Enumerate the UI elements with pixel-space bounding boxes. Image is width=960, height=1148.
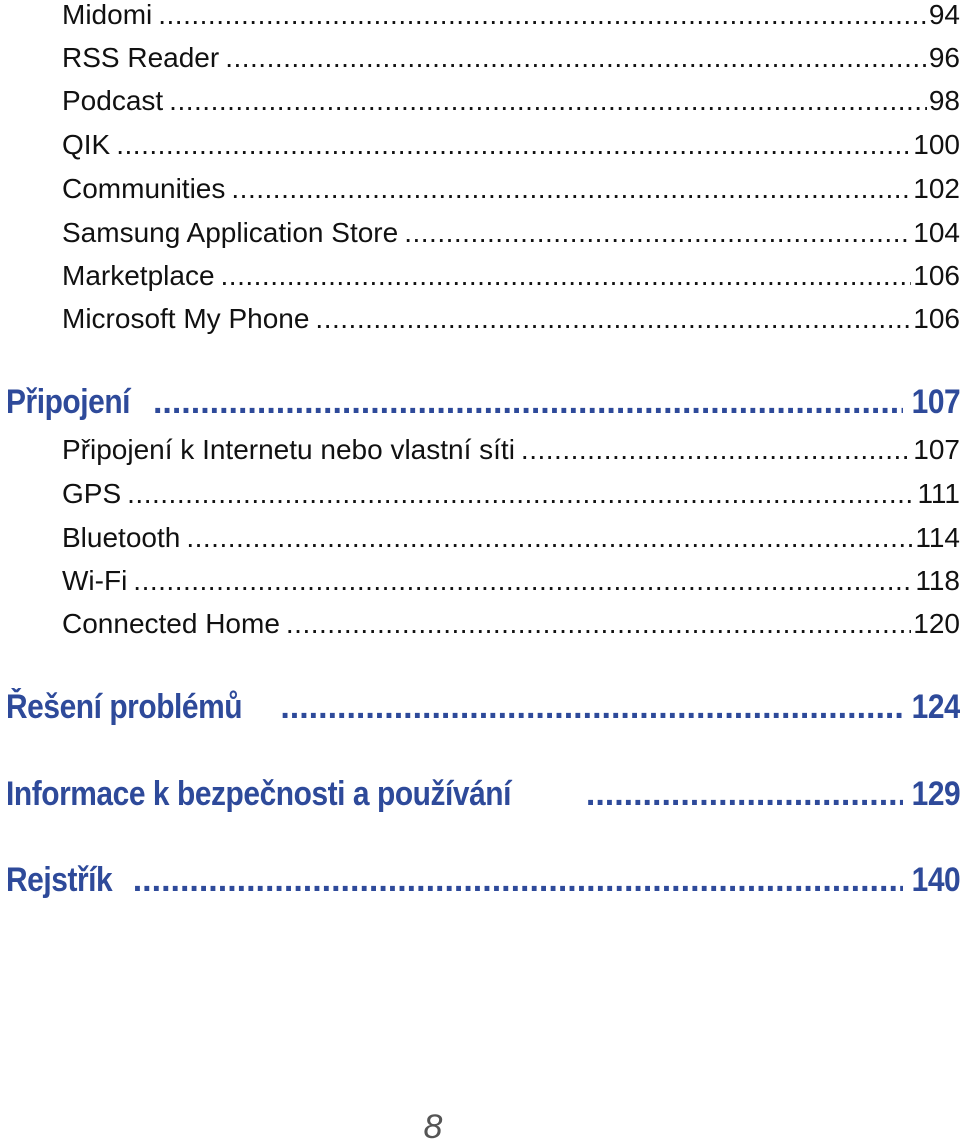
toc-entry-title: RSS Reader <box>62 42 220 73</box>
toc-entry-title: GPS <box>62 478 122 509</box>
toc-entry-wi-fi[interactable] <box>62 564 960 598</box>
toc-entry-marketplace[interactable] <box>62 259 960 293</box>
toc-entry-page: 114 <box>915 522 960 553</box>
toc-entry-page: 102 <box>913 173 960 204</box>
dot-leader <box>127 477 915 511</box>
toc-entry-title: Bluetooth <box>62 522 181 553</box>
toc-entry-page: 111 <box>917 478 960 509</box>
toc-entry-connected-home[interactable] <box>62 607 960 641</box>
toc-entry-title: Připojení k Internetu nebo vlastní síti <box>62 434 515 465</box>
toc-entry-page: 98 <box>928 85 960 116</box>
dot-leader <box>231 172 911 206</box>
toc-section-reseni-problemu[interactable] <box>6 685 960 729</box>
toc-entry-gps[interactable] <box>62 477 960 511</box>
toc-section-title: Rejstřík <box>6 861 113 899</box>
toc-entry-page: 100 <box>913 129 960 160</box>
toc-section-rejstrik[interactable] <box>6 858 960 902</box>
toc-entry-title: Podcast <box>62 85 164 116</box>
toc-entry-pripojeni-k-internetu[interactable] <box>62 433 960 467</box>
toc-entry-page: 107 <box>913 434 960 465</box>
toc-section-page: 140 <box>911 861 960 899</box>
toc-section-title: Připojení <box>6 383 131 421</box>
dot-leader <box>286 607 911 641</box>
toc-section-page: 124 <box>911 688 960 726</box>
toc-entry-rss-reader[interactable] <box>62 41 960 75</box>
dot-leader <box>153 380 903 424</box>
toc-entry-page: 120 <box>913 608 960 639</box>
toc-entry-title: Microsoft My Phone <box>62 303 310 334</box>
dot-leader <box>280 685 902 729</box>
dot-leader <box>521 433 911 467</box>
dot-leader <box>225 41 927 75</box>
toc-section-page: 107 <box>911 383 960 421</box>
toc-entry-title: Wi-Fi <box>62 565 128 596</box>
toc-entry-bluetooth[interactable] <box>62 521 960 555</box>
toc-entry-title: QIK <box>62 129 111 160</box>
toc-section-page: 129 <box>911 775 960 813</box>
toc-section-informace[interactable] <box>6 772 960 816</box>
dot-leader <box>404 216 911 250</box>
toc-entry-qik[interactable] <box>62 128 960 162</box>
toc-entry-samsung-application-store[interactable] <box>62 216 960 250</box>
toc-entry-communities[interactable] <box>62 172 960 206</box>
toc-entry-page: 94 <box>928 0 960 30</box>
toc-section-title: Informace k bezpečnosti a používání <box>6 775 512 813</box>
dot-leader <box>133 564 913 598</box>
dot-leader <box>116 128 911 162</box>
dot-leader <box>221 259 912 293</box>
toc-entry-microsoft-my-phone[interactable] <box>62 302 960 336</box>
toc-entry-page: 118 <box>915 565 960 596</box>
toc-entry-podcast[interactable] <box>62 84 960 118</box>
dot-leader <box>133 858 903 902</box>
toc-entry-title: Samsung Application Store <box>62 217 399 248</box>
toc-entry-page: 96 <box>928 42 960 73</box>
toc-entry-title: Connected Home <box>62 608 280 639</box>
toc-entry-title: Marketplace <box>62 260 215 291</box>
dot-leader <box>158 0 927 32</box>
dot-leader <box>315 302 911 336</box>
toc-entry-midomi[interactable] <box>62 0 960 32</box>
dot-leader <box>586 772 903 816</box>
toc-entry-page: 106 <box>913 303 960 334</box>
dot-leader <box>169 84 927 118</box>
toc-section-pripojeni[interactable] <box>6 380 960 424</box>
toc-entry-title: Midomi <box>62 0 153 30</box>
toc-entry-page: 104 <box>913 217 960 248</box>
toc-entry-page: 106 <box>913 260 960 291</box>
dot-leader <box>186 521 913 555</box>
toc-entry-title: Communities <box>62 173 226 204</box>
page-number: 8 <box>423 1108 443 1146</box>
toc-section-title: Řešení problémů <box>6 688 243 726</box>
